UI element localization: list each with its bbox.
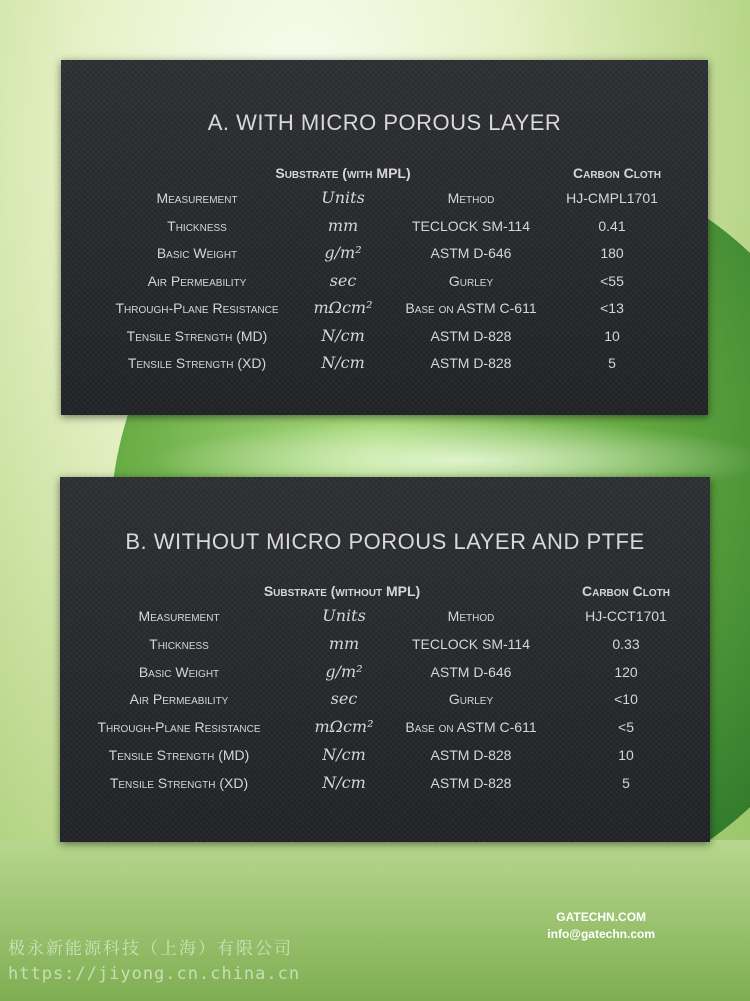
row-value-thickness: 0.41 [598, 217, 626, 234]
header-product: Carbon Cloth [582, 583, 670, 599]
row-method-basic-weight: ASTM D-646 [430, 245, 512, 261]
row-unit-basic-weight: g/m² [325, 661, 363, 681]
row-label-basic-weight: Basic Weight [156, 245, 238, 261]
row-unit-air-permeability: sec [330, 689, 358, 709]
row-value-tensile-strength-md: 10 [604, 327, 620, 344]
row-unit-measurement: Units [321, 188, 365, 207]
row-method-tensile-strength-md: ASTM D-828 [430, 327, 512, 344]
row-unit-tensile-strength-xd: N/cm [321, 353, 365, 372]
row-label-through-plane-resistance: Through-Plane Resistance [97, 719, 261, 736]
footer-site: GATECHN.COM [556, 910, 647, 924]
row-value-tensile-strength-md: 10 [618, 747, 634, 763]
row-method-through-plane-resistance: Base on ASTM C-611 [405, 300, 537, 316]
row-value-tensile-strength-xd: 5 [622, 774, 630, 791]
row-label-basic-weight: Basic Weight [138, 663, 220, 680]
row-method-air-permeability: Gurley [448, 691, 494, 708]
header-product: Carbon Cloth [573, 165, 661, 181]
footer-contact [547, 910, 655, 944]
watermark-company: 极永新能源科技（上海）有限公司 [8, 939, 293, 958]
row-method-through-plane-resistance: Base on ASTM C-611 [405, 719, 537, 736]
spec-panel-b [60, 477, 710, 842]
row-value-air-permeability: <55 [600, 272, 624, 289]
row-method-tensile-strength-md: ASTM D-828 [430, 747, 512, 763]
row-method-thickness: TECLOCK SM-114 [412, 217, 530, 234]
row-method-thickness: TECLOCK SM-114 [412, 635, 530, 652]
row-method-air-permeability: Gurley [448, 272, 494, 289]
header-substrate: Substrate (with MPL) [275, 165, 411, 181]
row-method-measurement: Method [447, 608, 495, 624]
row-label-air-permeability: Air Permeability [147, 272, 247, 289]
row-label-tensile-strength-md: Tensile Strength (MD) [126, 327, 268, 344]
footer-email: info@gatechn.com [547, 927, 655, 941]
panel-title: A. WITH MICRO POROUS LAYER [207, 110, 562, 135]
spec-table [61, 60, 708, 415]
row-value-measurement: HJ-CMPL1701 [566, 190, 658, 206]
row-unit-through-plane-resistance: mΩcm² [314, 717, 374, 737]
row-unit-measurement: Units [322, 606, 366, 625]
row-label-tensile-strength-xd: Tensile Strength (XD) [109, 774, 249, 791]
row-label-measurement: Measurement [156, 190, 238, 206]
row-value-tensile-strength-xd: 5 [608, 355, 616, 371]
row-method-tensile-strength-xd: ASTM D-828 [430, 355, 512, 371]
row-value-through-plane-resistance: <13 [600, 300, 624, 316]
row-label-air-permeability: Air Permeability [129, 691, 229, 708]
spec-table [60, 477, 710, 842]
row-label-thickness: Thickness [167, 217, 227, 234]
row-unit-tensile-strength-md: N/cm [322, 745, 366, 764]
watermark-url: https://jiyong.cn.china.cn [8, 964, 301, 984]
row-unit-thickness: mm [327, 215, 359, 235]
row-method-basic-weight: ASTM D-646 [430, 663, 512, 680]
row-method-tensile-strength-xd: ASTM D-828 [430, 774, 512, 791]
row-label-tensile-strength-md: Tensile Strength (MD) [108, 747, 250, 763]
row-value-basic-weight: 180 [600, 245, 624, 261]
spec-panel-a [61, 60, 708, 415]
row-method-measurement: Method [447, 190, 495, 206]
row-label-tensile-strength-xd: Tensile Strength (XD) [127, 355, 267, 371]
row-label-thickness: Thickness [149, 635, 209, 652]
row-value-basic-weight: 120 [614, 663, 638, 680]
row-unit-tensile-strength-xd: N/cm [322, 772, 366, 792]
row-unit-through-plane-resistance: mΩcm² [313, 298, 373, 317]
header-substrate: Substrate (without MPL) [263, 583, 421, 599]
row-value-air-permeability: <10 [614, 691, 638, 708]
row-label-through-plane-resistance: Through-Plane Resistance [115, 300, 279, 316]
row-unit-thickness: mm [328, 633, 360, 653]
row-value-through-plane-resistance: <5 [618, 719, 634, 736]
panel-title: B. WITHOUT MICRO POROUS LAYER AND PTFE [125, 529, 645, 554]
row-label-measurement: Measurement [138, 608, 220, 624]
row-unit-tensile-strength-md: N/cm [321, 325, 365, 345]
row-unit-air-permeability: sec [329, 270, 357, 290]
row-value-thickness: 0.33 [612, 635, 640, 652]
row-unit-basic-weight: g/m² [324, 243, 362, 262]
row-value-measurement: HJ-CCT1701 [585, 608, 667, 624]
